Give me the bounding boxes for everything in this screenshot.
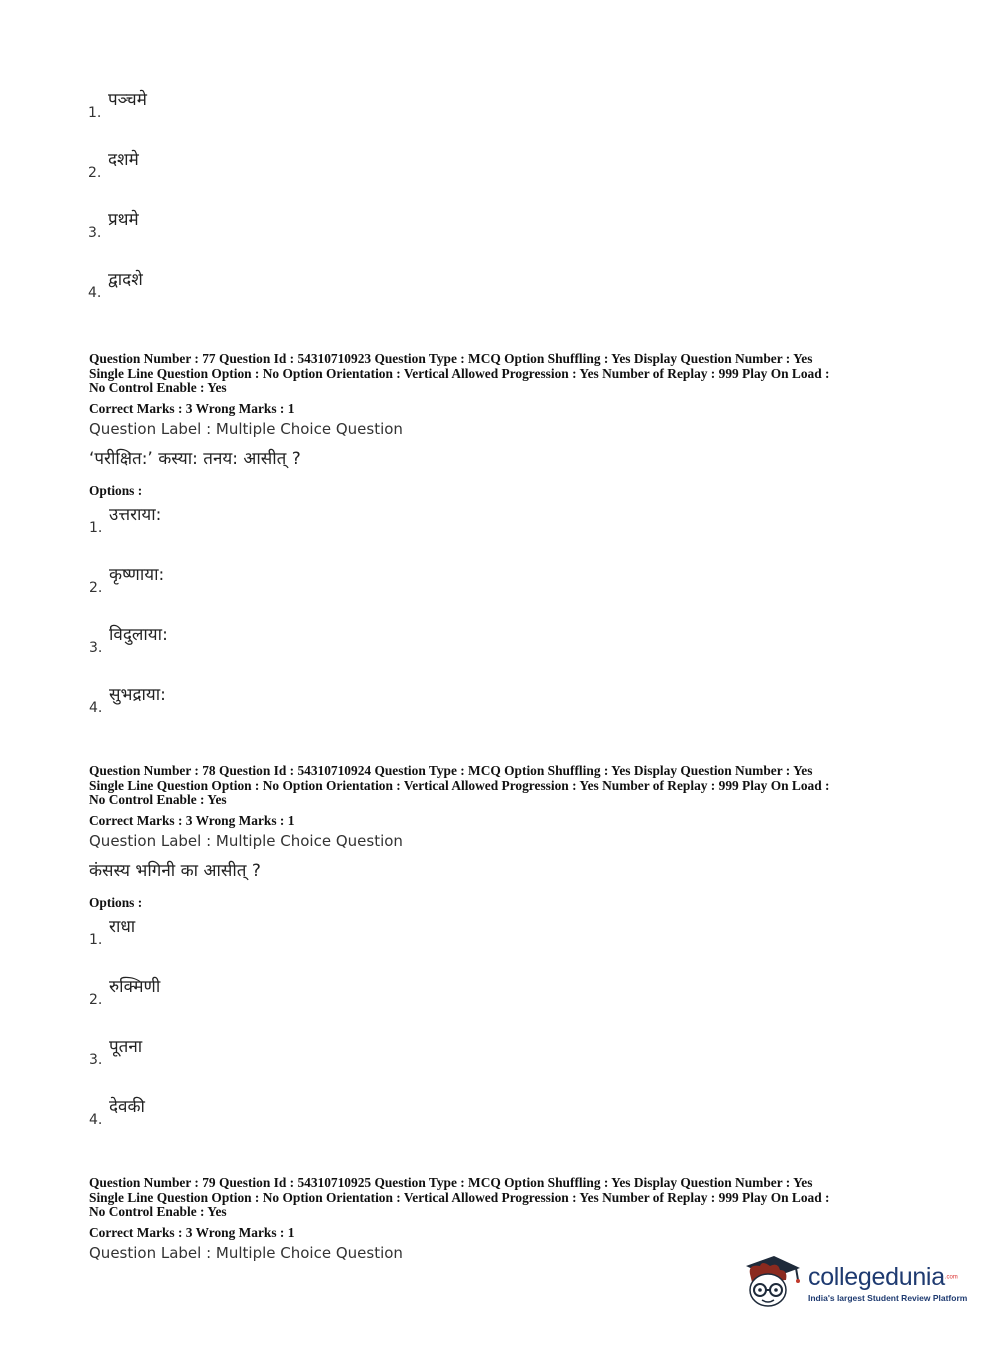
option-item: [88, 270, 147, 301]
logo-text: [808, 1263, 967, 1303]
options-list: [89, 916, 919, 1128]
option-text: राधा: [109, 916, 136, 937]
meta-line: Single Line Question Option : No Option Orientation : Vertical Allowed Progression : Yes Number of Replay : 999 Play On Load :: [89, 365, 830, 381]
option-text: द्वादशे: [108, 270, 143, 290]
question-label: Question Label : Multiple Choice Question: [89, 831, 403, 850]
question-meta: [89, 764, 919, 808]
question-label: Question Label : Multiple Choice Question: [89, 419, 403, 438]
options-heading: Options :: [89, 482, 143, 498]
question-marks: Correct Marks : 3 Wrong Marks : 1: [89, 812, 295, 828]
meta-line: No Control Enable : Yes: [89, 380, 227, 396]
meta-line: No Control Enable : Yes: [89, 792, 227, 808]
option-item: [89, 564, 919, 596]
option-item: [89, 976, 919, 1008]
option-number: 1.: [89, 931, 103, 948]
option-number: 2.: [88, 165, 102, 181]
question-marks: Correct Marks : 3 Wrong Marks : 1: [89, 400, 295, 416]
mascot-icon: [740, 1252, 802, 1314]
option-text: उत्तराया:: [109, 504, 162, 525]
question-77: [89, 352, 919, 745]
option-text: पूतना: [109, 1036, 143, 1057]
question-78: [89, 764, 919, 1157]
option-item: [89, 624, 919, 656]
question-label: Question Label : Multiple Choice Question: [89, 1243, 403, 1262]
option-number: 3.: [89, 639, 103, 656]
option-item: [88, 150, 147, 181]
options-heading: Options :: [89, 894, 143, 910]
logo-suffix: .com: [944, 1274, 958, 1281]
option-number: 4.: [89, 1111, 103, 1128]
meta-line: No Control Enable : Yes: [89, 1204, 227, 1220]
option-number: 3.: [89, 1051, 103, 1068]
option-item: [88, 90, 147, 121]
option-item: [89, 504, 919, 536]
meta-line: Single Line Question Option : No Option Orientation : Vertical Allowed Progression : Yes Number of Replay : 999 Play On Load :: [89, 777, 830, 793]
option-text: देवकी: [109, 1096, 145, 1117]
question-meta: [89, 1176, 919, 1220]
meta-line: Question Number : 78 Question Id : 54310710924 Question Type : MCQ Option Shuffling : Yes Display Question Number : Yes: [89, 763, 813, 778]
option-text: सुभद्राया:: [109, 684, 166, 705]
option-item: [89, 684, 919, 716]
option-number: 2.: [89, 991, 103, 1008]
collegedunia-watermark: [740, 1248, 970, 1318]
option-number: 2.: [89, 579, 103, 596]
option-item: [89, 1096, 919, 1128]
question-text: ‘परीक्षित:’ कस्या: तनय: आसीत् ?: [89, 448, 301, 469]
option-number: 3.: [88, 225, 102, 241]
option-text: पञ्चमे: [108, 90, 147, 110]
question-text: कंसस्य भगिनी का आसीत् ?: [89, 860, 261, 881]
option-text: रुक्मिणी: [109, 976, 161, 997]
option-text: दशमे: [108, 150, 139, 170]
logo-wordmark: collegedunia: [808, 1263, 945, 1291]
option-item: [89, 916, 919, 948]
option-item: [89, 1036, 919, 1068]
meta-line: Question Number : 77 Question Id : 54310710923 Question Type : MCQ Option Shuffling : Yes Display Question Number : Yes: [89, 351, 813, 366]
question-marks: Correct Marks : 3 Wrong Marks : 1: [89, 1224, 295, 1240]
option-text: विदुलाया:: [109, 624, 168, 645]
option-item: [88, 210, 147, 241]
previous-question-options: [88, 90, 147, 330]
option-text: प्रथमे: [108, 210, 139, 230]
meta-line: Question Number : 79 Question Id : 54310710925 Question Type : MCQ Option Shuffling : Yes Display Question Number : Yes: [89, 1175, 813, 1190]
option-number: 1.: [88, 105, 102, 121]
meta-line: Single Line Question Option : No Option Orientation : Vertical Allowed Progression : Yes Number of Replay : 999 Play On Load :: [89, 1189, 830, 1205]
option-number: 4.: [88, 285, 102, 301]
logo-tagline: India's largest Student Review Platform: [808, 1293, 968, 1303]
option-text: कृष्णाया:: [109, 564, 165, 585]
question-meta: [89, 352, 919, 396]
option-number: 1.: [89, 519, 103, 536]
option-number: 4.: [89, 699, 103, 716]
options-list: [89, 504, 919, 716]
